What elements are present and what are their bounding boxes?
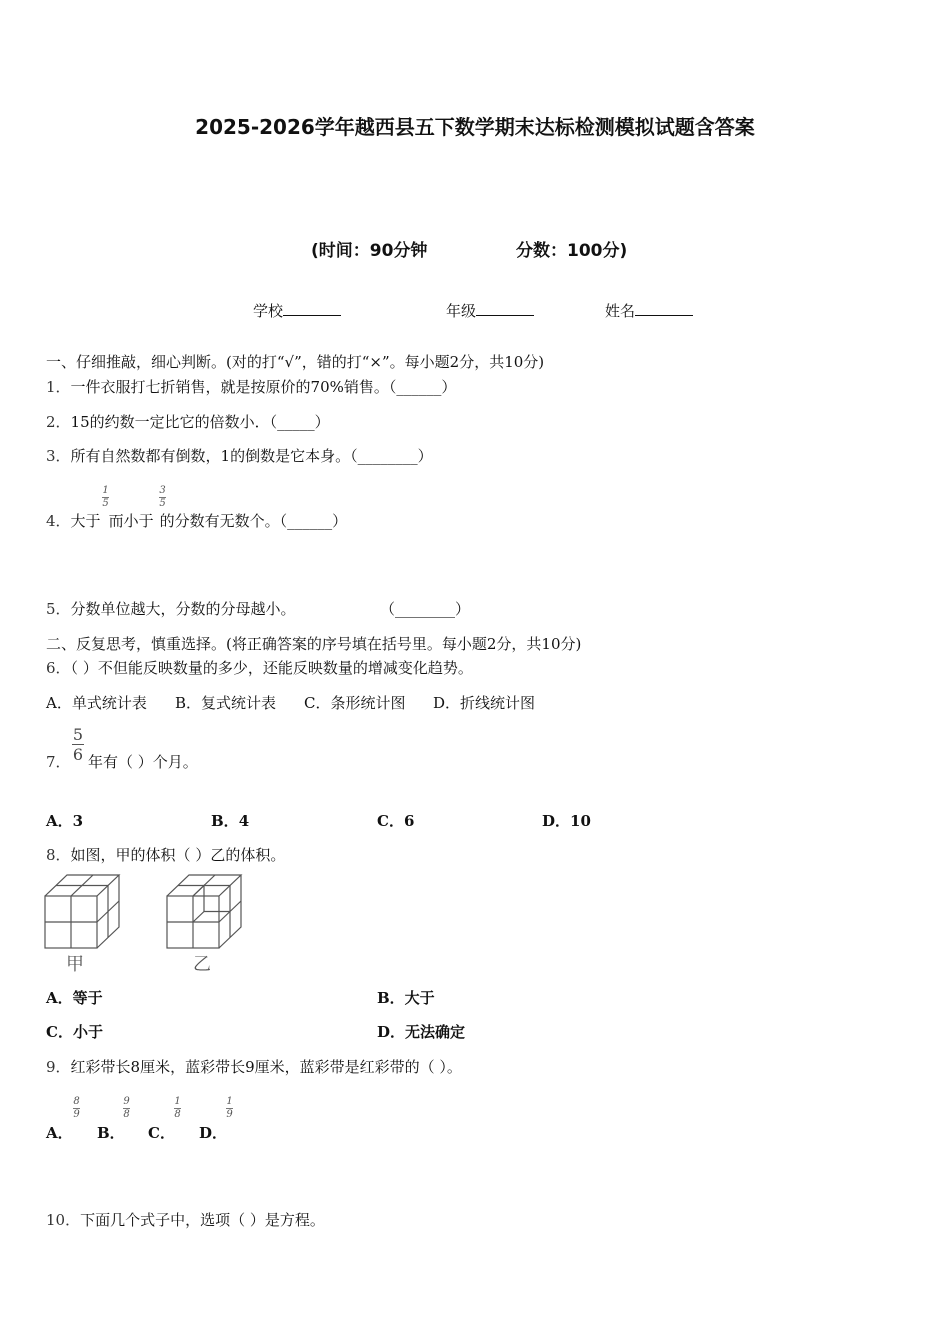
fraction-denominator: 5: [159, 498, 166, 509]
question-9: [46, 1056, 462, 1077]
q7-option-b[interactable]: [211, 810, 249, 831]
question-5: [46, 598, 296, 619]
q6-option-c[interactable]: C．条形统计图: [304, 694, 406, 712]
question-text: 分数单位越大，分数的分母越小。: [70, 600, 296, 618]
fraction-numerator: 1: [226, 1096, 233, 1107]
q9-option-b[interactable]: B．: [97, 1124, 125, 1142]
q8-option-a[interactable]: A．等于: [46, 989, 103, 1007]
question-text-pre: 大于: [70, 512, 101, 530]
question-number: 1．: [46, 378, 71, 396]
q9-option-a-fraction: [73, 1097, 80, 1120]
q9-option-b-fraction: [123, 1097, 130, 1120]
question-text: 年有（ ）个月。: [88, 753, 198, 771]
page-title: 2025-2026学年越西县五下数学期末达标检测模拟试题含答案: [195, 115, 755, 139]
question-4: [46, 510, 347, 531]
q8-option-b[interactable]: B．大于: [377, 989, 435, 1007]
question-number: 7．: [46, 753, 71, 771]
figure-label-a: 甲: [66, 954, 84, 975]
fraction-three-fifths: [159, 486, 166, 509]
fraction-five-sixths: [72, 726, 84, 763]
q8-option-c[interactable]: C．小于: [46, 1023, 103, 1041]
fraction-denominator: 6: [72, 745, 84, 764]
section1-heading: 一、仔细推敲，细心判断。(对的打“√”，错的打“×”。每小题2分，共10分): [46, 353, 545, 371]
q7-option-a[interactable]: [46, 810, 83, 831]
question-3: [46, 445, 433, 466]
option-value: 6: [403, 812, 415, 830]
fraction-denominator: 8: [174, 1109, 181, 1120]
fraction-denominator: 8: [123, 1109, 130, 1120]
question-text: 一件衣服打七折销售，就是按原价的70%销售。（______）: [70, 378, 457, 396]
fraction-numerator: 9: [123, 1096, 130, 1107]
question-5-blank[interactable]: （________）: [380, 600, 471, 618]
cube-figure-b: [164, 872, 246, 952]
question-7: [46, 751, 71, 772]
option-value: 10: [570, 812, 591, 830]
q6-option-a[interactable]: A．单式统计表: [46, 694, 147, 712]
question-1: [46, 376, 456, 397]
question-text: 如图，甲的体积（ ）乙的体积。: [70, 846, 286, 864]
question-number: 5．: [46, 600, 71, 618]
question-text-mid: 而小于: [108, 512, 154, 530]
name-field[interactable]: [605, 300, 693, 321]
time-label: (时间：90分钟: [311, 241, 428, 261]
q6-option-d[interactable]: D．折线统计图: [433, 694, 536, 712]
fraction-one-fifth: [102, 486, 109, 509]
q9-option-c[interactable]: C．: [148, 1124, 175, 1142]
question-text: 红彩带长8厘米，蓝彩带长9厘米，蓝彩带是红彩带的（ ）。: [70, 1058, 462, 1076]
option-label: A．: [46, 812, 73, 830]
question-number: 3．: [46, 447, 71, 465]
fraction-denominator: 5: [102, 498, 109, 509]
grade-label: 年级: [446, 302, 477, 320]
fraction-numerator: 1: [174, 1096, 181, 1107]
name-blank[interactable]: [635, 301, 693, 316]
q9-option-d[interactable]: D．: [199, 1124, 228, 1142]
q7-option-c[interactable]: [377, 810, 414, 831]
q9-option-c-fraction: [174, 1097, 181, 1120]
question-text: 15的约数一定比它的倍数小．（_____）: [70, 413, 330, 431]
question-number: 6．: [46, 659, 71, 677]
question-6: [46, 657, 473, 678]
fraction-denominator: 9: [226, 1109, 233, 1120]
question-text-post: 的分数有无数个。（______）: [159, 512, 348, 530]
fraction-numerator: 5: [72, 725, 84, 744]
grade-blank[interactable]: [476, 301, 534, 316]
question-10: [46, 1209, 325, 1230]
option-value: 3: [72, 812, 84, 830]
question-text: （ ）不但能反映数量的多少，还能反映数量的增减变化趋势。: [70, 659, 473, 677]
q9-option-a[interactable]: A．: [46, 1124, 73, 1142]
q8-option-d[interactable]: D．无法确定: [377, 1023, 466, 1041]
score-label: 分数：100分): [516, 241, 628, 261]
section2-heading: 二、反复思考，慎重选择。(将正确答案的序号填在括号里。每小题2分，共10分): [46, 635, 582, 653]
option-value: 4: [238, 812, 250, 830]
cube-figure-a: [42, 872, 124, 952]
option-label: C．: [377, 812, 404, 830]
q9-option-d-fraction: [226, 1097, 233, 1120]
school-label: 学校: [253, 302, 284, 320]
q7-option-d[interactable]: [542, 810, 591, 831]
question-text: 下面几个式子中，选项（ ）是方程。: [80, 1211, 325, 1229]
fraction-numerator: 8: [73, 1096, 80, 1107]
question-2: [46, 411, 330, 432]
grade-field[interactable]: [446, 300, 534, 321]
q6-option-b[interactable]: B．复式统计表: [175, 694, 277, 712]
option-label: B．: [211, 812, 239, 830]
fraction-denominator: 9: [73, 1109, 80, 1120]
question-number: 10．: [46, 1211, 81, 1229]
fraction-numerator: 3: [159, 485, 166, 496]
school-field[interactable]: [253, 300, 341, 321]
figure-label-b: 乙: [193, 954, 211, 975]
school-blank[interactable]: [283, 301, 341, 316]
question-number: 4．: [46, 512, 71, 530]
question-text: 所有自然数都有倒数，1的倒数是它本身。（________）: [70, 447, 433, 465]
fraction-numerator: 1: [102, 485, 109, 496]
question-number: 8．: [46, 846, 71, 864]
name-label: 姓名: [605, 302, 636, 320]
question-8: [46, 844, 285, 865]
question-number: 9．: [46, 1058, 71, 1076]
question-number: 2．: [46, 413, 71, 431]
option-label: D．: [542, 812, 571, 830]
